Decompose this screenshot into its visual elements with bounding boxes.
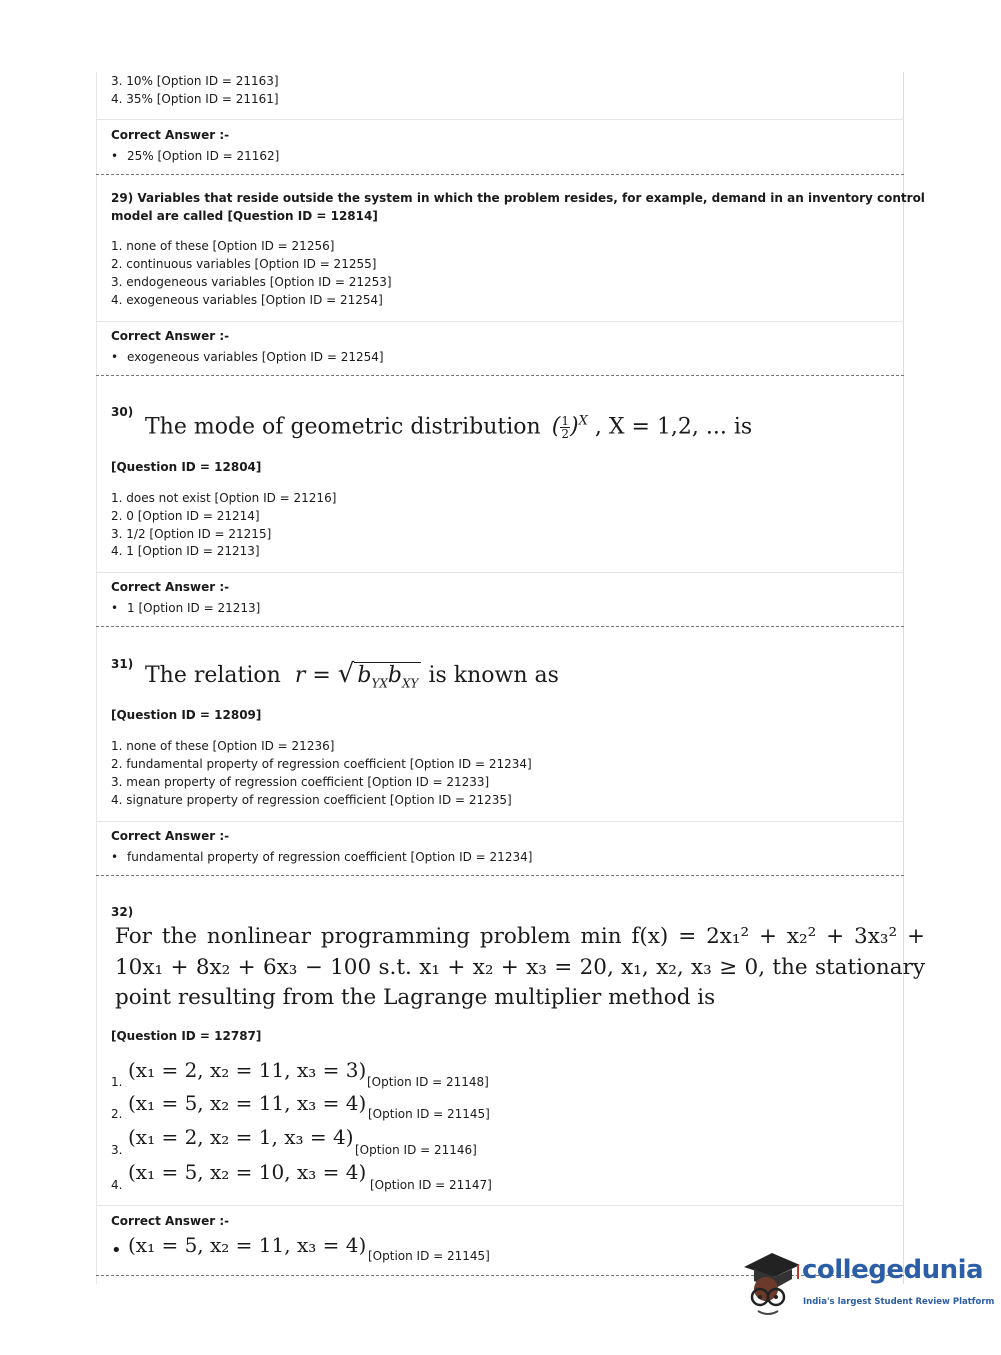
divider <box>96 572 904 573</box>
logo-tagline: India's largest Student Review Platform <box>803 1297 995 1307</box>
q32-correct-answer-math: (x₁ = 5, x₂ = 11, x₃ = 4) <box>128 1233 367 1257</box>
divider <box>96 321 904 322</box>
question-separator <box>96 375 904 376</box>
q32-option-3-number: 3. <box>111 1143 123 1157</box>
q30-question-text <box>145 409 752 440</box>
q32-option-3-math: (x₁ = 2, x₂ = 1, x₃ = 4) <box>128 1125 354 1149</box>
divider <box>96 821 904 822</box>
q32-option-4-math: (x₁ = 5, x₂ = 10, x₃ = 4) <box>128 1160 367 1184</box>
q31-option-1: 1. none of these [Option ID = 21236] <box>111 739 335 753</box>
q31-formula: r = √ $b_{YX}b_{XY}$ <box>288 663 422 688</box>
q29-option-3: 3. endogeneous variables [Option ID = 21253] <box>111 275 392 289</box>
q29-option-1: 1. none of these [Option ID = 21256] <box>111 239 335 253</box>
q31-option-2: 2. fundamental property of regression coefficient [Option ID = 21234] <box>111 757 532 771</box>
q29-correct-answer: • exogeneous variables [Option ID = 21254] <box>111 348 384 366</box>
q32-option-3-id: [Option ID = 21146] <box>355 1143 477 1157</box>
q30-correct-answer-label: Correct Answer :- <box>111 580 230 594</box>
q32-option-1-number: 1. <box>111 1075 123 1089</box>
q32-question-id: [Question ID = 12787] <box>111 1029 262 1043</box>
q30-option-1: 1. does not exist [Option ID = 21216] <box>111 491 337 505</box>
q30-question-id: [Question ID = 12804] <box>111 460 262 474</box>
q28-correct-answer: • 25% [Option ID = 21162] <box>111 147 279 165</box>
divider <box>96 1205 904 1206</box>
q31-correct-answer: • fundamental property of regression coefficient [Option ID = 21234] <box>111 848 532 866</box>
q29-text-line1: 29) Variables that reside outside the system in which the problem resides, for example, demand in an inventory control <box>111 191 925 205</box>
q30-correct-answer: • 1 [Option ID = 21213] <box>111 599 260 617</box>
q30-number: 30) <box>111 405 134 419</box>
q28-option-3: 3. 10% [Option ID = 21163] <box>111 74 279 88</box>
q29-option-4: 4. exogeneous variables [Option ID = 21254] <box>111 293 383 307</box>
divider <box>96 119 904 120</box>
q28-option-4: 4. 35% [Option ID = 21161] <box>111 92 279 106</box>
q32-option-4-number: 4. <box>111 1178 123 1192</box>
q32-option-1-id: [Option ID = 21148] <box>367 1075 489 1089</box>
q32-correct-answer-id: [Option ID = 21145] <box>368 1249 490 1263</box>
q30-formula: ( $\frac{1}{2}$ )$^X$ <box>551 413 588 441</box>
q28-correct-answer-label: Correct Answer :- <box>111 128 230 142</box>
q32-option-2-number: 2. <box>111 1107 123 1121</box>
q29-option-2: 2. continuous variables [Option ID = 21255] <box>111 257 377 271</box>
q31-option-4: 4. signature property of regression coefficient [Option ID = 21235] <box>111 793 512 807</box>
q31-number: 31) <box>111 657 134 671</box>
q30-text: The mode of geometric distribution <box>145 414 541 440</box>
q31-question-id: [Question ID = 12809] <box>111 708 262 722</box>
q31-text-after: is known as <box>428 663 559 688</box>
q32-question-text: For the nonlinear programming problem min f(x) = 2x₁² + x₂² + 3x₃² + 10x₁ + 8x₂ + 6x₃ − 100 s.t. x₁ + x₂ + x₃ = 20, x₁, x₂, x₃ ≥ 0, the stationary point resulting from the Lagrange multiplier method is <box>115 924 925 1010</box>
q32-option-4-id: [Option ID = 21147] <box>370 1178 492 1192</box>
q31-question-text <box>145 661 559 696</box>
q32-number: 32) <box>111 905 134 919</box>
q32-option-2-math: (x₁ = 5, x₂ = 11, x₃ = 4) <box>128 1091 367 1115</box>
q31-correct-answer-label: Correct Answer :- <box>111 829 230 843</box>
q29-text-line2: model are called [Question ID = 12814] <box>111 209 378 223</box>
q32-answer-bullet: • <box>111 1240 122 1261</box>
q32-correct-answer-label: Correct Answer :- <box>111 1214 230 1228</box>
q30-option-3: 3. 1/2 [Option ID = 21215] <box>111 527 272 541</box>
q31-text-before: The relation <box>145 663 281 688</box>
question-separator <box>96 626 904 627</box>
q31-option-3: 3. mean property of regression coefficient [Option ID = 21233] <box>111 775 490 789</box>
logo-wordmark: collegedunia <box>802 1255 984 1285</box>
question-separator <box>96 875 904 876</box>
q30-formula-tail: , X = 1,2, ... is <box>594 414 753 440</box>
q30-option-4: 4. 1 [Option ID = 21213] <box>111 544 260 558</box>
q32-option-2-id: [Option ID = 21145] <box>368 1107 490 1121</box>
q29-correct-answer-label: Correct Answer :- <box>111 329 230 343</box>
q32-option-1-math: (x₁ = 2, x₂ = 11, x₃ = 3) <box>128 1058 367 1082</box>
q30-option-2: 2. 0 [Option ID = 21214] <box>111 509 260 523</box>
collegedunia-logo <box>740 1245 995 1321</box>
question-separator <box>96 174 904 175</box>
graduate-mascot-icon <box>740 1245 802 1321</box>
